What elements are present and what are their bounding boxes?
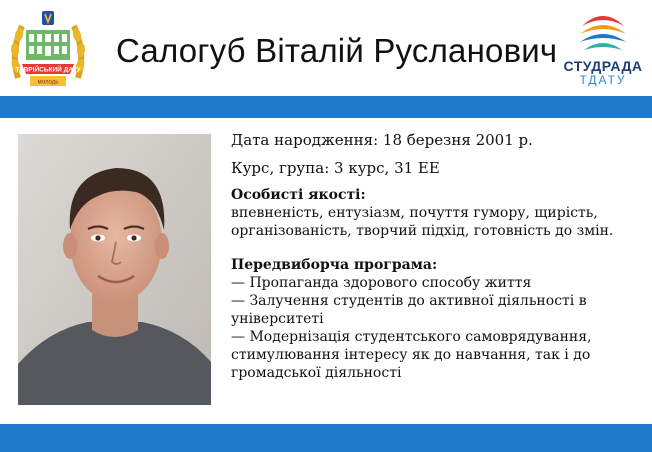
studrada-logo-name: СТУДРАДА [563, 58, 643, 74]
birth-date: Дата народження: 18 березня 2001 р. [231, 131, 533, 149]
program-item: — Залучення студентів до активної діяльності в університеті [231, 293, 587, 327]
program-item: — Пропаганда здорового способу життя [231, 275, 532, 291]
course-group: Курс, група: 3 курс, 31 ЕЕ [231, 159, 440, 177]
page-title: Салогуб Віталій Русланович [116, 32, 558, 69]
emblem-ribbon-text: молодь [37, 79, 59, 86]
studrada-logo-icon [576, 6, 630, 58]
studrada-logo-sub: ТДАТУ [579, 73, 627, 87]
university-emblem-icon [8, 8, 88, 94]
emblem-banner-text: ТАВРІЙСЬКИЙ ДАТУ [15, 66, 81, 74]
qualities-text: впевненість, ентузіазм, почуття гумору, щирість, організованість, творчий підхід, готовність до змін. [231, 205, 614, 239]
top-stripe [0, 96, 652, 118]
program-item: — Модернізація студентського самоврядування, стимулювання інтересу як до навчання, так і до громадської діяльності [231, 329, 592, 381]
student-portrait-photo [18, 134, 211, 405]
bottom-stripe [0, 424, 652, 452]
program-heading: Передвиборча програма: [231, 257, 438, 273]
qualities-heading: Особисті якості: [231, 187, 366, 203]
header [0, 0, 652, 96]
profile-content [231, 130, 631, 382]
studrada-logo [560, 6, 646, 94]
